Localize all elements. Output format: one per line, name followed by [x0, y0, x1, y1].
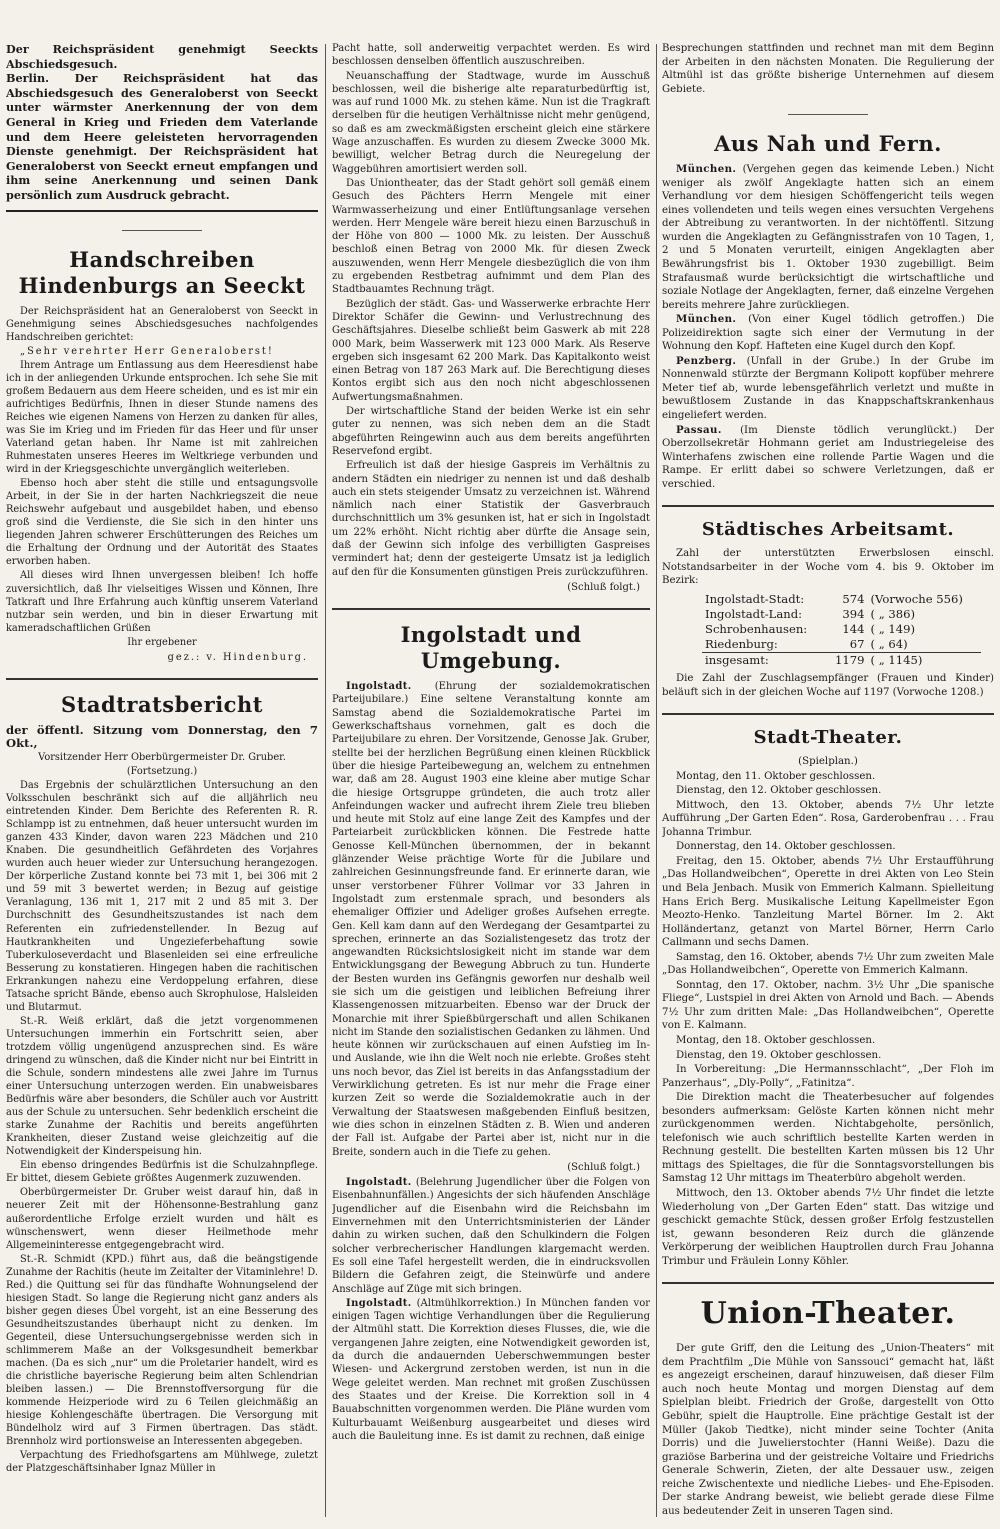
council-continuation: (Fortsetzung.) — [126, 765, 198, 777]
council-paragraph: Ein ebenso dringendes Bedürfnis ist die Schulzahnpflege. Er bittet, diesem Gebiete größtes Augenmerk zuzuwenden. — [6, 1160, 318, 1185]
article-text: (Im Dienste tödlich verunglückt.) Der Oberzollsekretär Hohmann geriet am Industriegeleise des Winterhafens zwischen eine rollende Partie Wagen und die Rampe. Er erlitt dabei so schwere Verletzungen, daß er verschied. — [662, 424, 994, 490]
council-paragraph: Neuanschaffung der Stadtwage, wurde im Ausschuß beschlossen, weil die bisherige alte reparaturbedürftig ist, was auf rund 1000 Mk. zu stehen käme. Nun ist die Tragkraft derselben für die heutigen Verhältnisse nicht mehr genügend, so daß es am zweckmäßigsten erscheint gleich eine stärkere Wage anzuschaffen. Es wurden zu diesem Zwecke 3000 Mk. bewilligt, welcher Betrag durch die Neuregelung der Waggebühren amortisiert werden soll. — [332, 70, 650, 175]
council-paragraph: Verpachtung des Friedhofsgartens am Mühlwege, zuletzt der Platzgeschäftsinhaber Ignaz Müller in — [6, 1450, 318, 1475]
divider — [332, 608, 650, 610]
column-divider — [656, 44, 657, 1517]
total-prev: ( „ 1145) — [868, 652, 981, 668]
council-paragraph: Das Ergebnis der schulärztlichen Untersuchung an den Volksschulen beschränkt sich auf die alljährlich neu eintretenden Kinder. Dem Berichte des Referenten R. R. Schlampp ist zu entnehmen, daß heuer untersucht wurden im ganzen 433 Kinder, davon waren 223 Mädchen und 210 Knaben. Die gesundheitlich Gefährdeten des Vorjahres wurden auch heuer wieder zur Untersuchung herangezogen. Der körperliche Zustand konnte bei 73 mit 1, bei 306 mit 2 und 59 mit 3 bewertet werden; in Bezug auf geistige Veranlagung, 136 mit 1, 217 mit 2 und 85 mit 3. Der Durchschnitt des Gesundheitszustandes ist nach dem Referenten ein zufriedenstellender. In Bezug auf Hautkrankheiten und Ungezieferbehaftung sowie Tuberkuloseverdacht und Blasenleiden sei eine erfreuliche Besserung zu konstatieren. Hingegen haben die rachitischen Erkrankungen nahezu eine Verdoppelung erfahren, diese Tatsache spricht Bände, ebenso auch Skrophulose, Halsleiden und Blutarmut. — [6, 779, 318, 1013]
table-row — [702, 622, 981, 637]
theater-sub: (Spielplan.) — [798, 756, 858, 768]
schedule-entry: Freitag, den 15. Oktober, abends 7½ Uhr Erstaufführung „Das Hollandweibchen“, Operette in drei Akten von Leo Stein und Bela Jenbach. Musik von Emmerich Kalmann. Spielleitung Hans Erich Berg. Musikalische Leitung Kapellmeister Egon Meozto-Henko. Tanzleitung Martel Börner. Im 2. Akt Holländertanz, getanzt von Martel Börner, Herrn Carlo Callmann und sechs Damen. — [662, 855, 994, 949]
schedule-entry: Die Direktion macht die Theaterbesucher auf folgendes besonders aufmerksam: Gelöste Karten können nicht mehr zurückgenommen werden. Nichtabgeholte, persönlich, telefonisch wie auch schriftlich bestellte Karten werden in Rechnung gestellt. Die bestellten Karten müssen bis 12 Uhr mittags des Spieltages, die für die Sonntagsvorstellungen bis Samstag 12 Uhr mittags im Theaterbüro abgeholt werden. — [662, 1092, 994, 1185]
continued-note: (Schluß folgt.) — [567, 1161, 640, 1173]
column-divider — [325, 44, 326, 1517]
near-far-heading: Aus Nah und Fern. — [714, 131, 942, 157]
schedule-entry: Dienstag, den 19. Oktober geschlossen. — [676, 1049, 882, 1061]
table-row — [702, 592, 981, 607]
article-text: (Unfall in der Grube.) In der Grube im Nonnenwald stürzte der Bergmann Kolipott kopfüber mehrere Meter tief ab, wurde lebensgefährlich verletzt und mußte in bewußtlosem Zustande in das Knappschaftskrankenhaus eingeliefert werden. — [662, 355, 994, 422]
notice-text: Berlin. Der Reichspräsident hat das Abschiedsgesuch des Generaloberst von Seeckt unter wärmster Anerkennung der von dem General in Krieg und Frieden dem Vaterlande und dem Heere geleisteten hervorragenden Dienste genehmigt. Der Reichspräsident hat Generaloberst von Seeckt erneut empfangen und ihm seine Anerkennung und seinen Dank persönlich zum Ausdruck gebracht. — [6, 71, 318, 202]
labor-outro: Die Zahl der Zuschlagsempfänger (Frauen und Kinder) beläuft sich in der gleichen Woche auf 1197 (Vorwoche 1208.) — [662, 672, 994, 698]
table-cell-place: Schrobenhausen: — [705, 621, 808, 636]
letter-closing: Ihr ergebener — [127, 636, 197, 648]
article-text: (Vergehen gegen das keimende Leben.) Nicht weniger als zwölf Angeklagte hatten sich an einem Verhandlung vor dem hiesigen Schöffengericht teils wegen eines vollendeten und teils wegen eines versuchten Vergehens der Abtreibung zu verantworten. In der nichtöffentl. Sitzung wurden die Angeklagten zu Gefängnisstrafen von 10 Tagen, 1, 2 und 5 Monaten verurteilt, einigen Angeklagten aber Bewährungsfrist bis 1. Oktober 1930 zugebilligt. Beim Strafausmaß wurde berücksichtigt die wirtschaftliche und soziale Notlage der Angeklagten, ferner, daß einzelne Vergehen bereits mehrere Jahre zurückliegen. — [662, 164, 994, 311]
divider — [788, 114, 868, 115]
notice-headline: Der Reichspräsident genehmigt Seeckts Abschiedsgesuch. — [6, 42, 318, 71]
column-3 — [662, 42, 994, 1519]
schedule-entry: Donnerstag, den 14. Oktober geschlossen. — [676, 841, 896, 853]
council-subheading: der öffentl. Sitzung vom Donnerstag, den 7 Okt., — [6, 722, 318, 750]
schedule-entry: Mittwoch, den 13. Oktober abends 7½ Uhr findet die letzte Wiederholung von „Der Garten Eden“ statt. Das witzige und geschickt gemachte Stück, dessen großer Erfolg festzustellen ist, gewann besonderen Reiz durch die glänzende Verkörperung der weiblichen Hauptrollen durch Frau Johanna Trimbur und Fräulein Lonny Köhler. — [662, 1188, 994, 1267]
council-chair: Vorsitzender Herr Oberbürgermeister Dr. Gruber. — [38, 751, 286, 763]
article-text: Besprechungen stattfinden und rechnet man mit dem Beginn der Arbeiten in den nächsten Monaten. Die Regulierung der Altmühl ist das größte bisherige Unternehmen auf diesem Gebiete. — [662, 43, 994, 95]
schedule-entry: Dienstag, den 12. Oktober geschlossen. — [676, 785, 882, 797]
total-label: insgesamt: — [702, 652, 827, 668]
table-row — [702, 637, 981, 653]
table-cell-value: 574 — [842, 591, 865, 606]
dateline: Penzberg. — [676, 354, 737, 367]
table-cell-prev: ( „ 64) — [870, 636, 908, 651]
table-cell-place: Riedenburg: — [705, 636, 778, 651]
dateline: München. — [676, 313, 737, 326]
dateline: Passau. — [676, 423, 722, 436]
article-text: (Ehrung der sozialdemokratischen Parteijubilare.) Eine seltene Veranstaltung konnte am Samstag abend die Sozialdemokratische Partei im Gewerkschaftshaus vornehmen, galt es doch die Parteijubilare zu ehren. Der Vorsitzende, Genosse Jak. Gruber, stellte bei der herzlichen Begrüßung einen kleinen Rückblick über die hiesige Parteibewegung an, welchem zu entnehmen war, daß am 28. August 1903 eine kleine aber mutige Schar die hiesige Ortsgruppe gründeten, die auch trotz aller Anfeindungen wacker und aufrecht ihrem Ziele treu blieben und heute mit Stolz auf eine lange Zeit des Kampfes und der Parteiarbeit zurückblicken können. Die Festrede hatte Genosse Kell-München übernommen, der in bekannt glänzender Weise prächtige Worte für die Jubilare und zahlreichen Gesinnungsfreunde fand. Er erinnerte daran, wie unser verstorbener Führer Vollmar vor 33 Jahren in Ingolstadt zum erstenmale sprach, und besonders als ehemaliger Offizier und Adeliger großes Aufsehen erregte. Gen. Kell kam dann auf den Werdegang der Gesamtpartei zu sprechen, erinnerte an das Sozialistengesetz das trotz der angewandten Rücksichtslosigkeit nicht im stande war dem Entwicklungsgang der Bewegung Abbruch zu tun. Hunderte der Besten wurden ins Gefängnis geworfen nur deshalb weil sie sich um die geistigen und leiblichen Befreiung ihrer Klassengenossen mitzuarbeiten. Ebenso war der Druck der Monarchie mit ihrer Spießbürgerschaft und allen Schikanen nicht im Stande den sozialistischen Gedanken zu lähmen. Und heute können wir zurückschauen auf einen Aufstieg im In- und Auslande, wie ihn die Welt noch nie erlebte. Großes steht uns noch bevor, das Ziel ist bereits in das Anfangsstadium der Verwirklichung getreten. Es ist nur mehr die Frage einer kurzen Zeit so werde die Sozialdemokratie auch in der Verwaltung der Staatswesen maßgebenden Einfluß besitzen, wie dies schon in einzelnen Städten z. B. Wien und anderen der Fall ist. Aufgabe der Partei aber ist, nicht nur in die Breite, sondern auch in die Tiefe zu gehen. — [332, 681, 650, 1158]
table-cell-value: 67 — [849, 636, 865, 651]
council-paragraph: Bezüglich der städt. Gas- und Wasserwerke erbrachte Herr Direktor Schäfer die Gewinn- und Verlustrechnung des Geschäftsjahres. Dieselbe schließt beim Gaswerk ab mit 228 000 Mark, beim Wasserwerk mit 123 000 Mark. Als Reserve ergeben sich insgesamt 62 200 Mark. Das Kapitalkonto weist einen Betrag von 187 263 Mark auf. Die Berechtigung dieses Kontos ergibt sich aus den noch nicht abgeschlossenen Aufwertungsmaßnahmen. — [332, 298, 650, 403]
letter-paragraph: Ihrem Antrage um Entlassung aus dem Heeresdienst habe ich in der anliegenden Urkunde entsprochen. Ich sehe Sie mit großem Bedauern aus dem Heere scheiden, und es ist mir ein aufrichtiges Bedürfnis, Ihnen in dieser Stunde namens des Reiches wie eigenen Namens von Herzen zu danken für alles, was Sie im Krieg und im Frieden für das Heer und für unser Vaterland getan haben. Ihr Name ist mit zahlreichen Ruhmestaten unseres Heeres im Weltkriege verbunden und wird in der Kriegsgeschichte unvergänglich weiterleben. — [6, 359, 318, 476]
column-2 — [332, 42, 650, 1519]
council-paragraph: Erfreulich ist daß der hiesige Gaspreis im Verhältnis zu andern Städten ein niedriger zu nennen ist und daß deshalb auch ein stets steigender Umsatz zu verzeichnen ist. Während nämlich nach einer Statistik der Gasverbrauch durchschnittlich um 3% gesunken ist, hat er sich in Ingolstadt um 22% erhöht. Nicht richtig aber dürfte die Ansage sein, daß der Gewinn sich infolge des verbilligten Gaspreises vermindert hat; denn der gesteigerte Umsatz ist ja lediglich auf den für die Konsumenten günstigen Preis zurückzuführen. — [332, 460, 650, 578]
dateline: München. — [676, 163, 737, 176]
table-cell-prev: ( „ 386) — [870, 606, 916, 621]
continued-note: (Schluß folgt.) — [567, 581, 640, 593]
divider — [122, 230, 202, 231]
table-cell-value: 394 — [842, 606, 865, 621]
table-cell-place: Ingolstadt-Land: — [705, 606, 803, 621]
table-row — [702, 652, 981, 668]
region-heading: Ingolstadt und Umgebung. — [400, 622, 582, 674]
council-heading: Stadtratsbericht — [61, 691, 263, 717]
divider — [6, 678, 318, 680]
unemployment-table — [702, 592, 981, 668]
schedule-entry: Montag, den 11. Oktober geschlossen. — [676, 770, 876, 782]
letter-paragraph: All dieses wird Ihnen unvergessen bleiben! Ich hoffe zuversichtlich, daß Ihr vielseitiges Wissen und Können, Ihre Tatkraft und Ihre Erfahrung auch künftig unserem Vaterland nutzbar sein werden, und bin in dieser Erwartung mit kameradschaftlichen Grüßen — [6, 570, 318, 634]
schedule-entry: In Vorbereitung: „Die Hermannsschlacht“, „Der Floh im Panzerhaus“, „Dly-Polly“, „Fatinitza“. — [662, 1064, 994, 1089]
notice-box — [6, 42, 318, 212]
council-paragraph: St.-R. Weiß erklärt, daß die jetzt vorgenommenen Untersuchungen immerhin ein Fortschritt seien, aber trotzdem völlig ungenügend anzusprechen sind. Es wäre dringend zu wünschen, daß die Kinder nicht nur bei Eintritt in die Schule, sondern mindestens alle zwei Jahre im Turnus einer Untersuchung unterzogen werden. Ein unabweisbares Bedürfnis wäre aber besonders, die Schüler auch vor Austritt aus der Schule zu untersuchen. Sehr bedenklich erscheint die starke Zunahme der Rachitis und bereits angeführten Krankheiten, dieser Zustand weise gleichzeitig auf die Notwendigkeit der Kinderspeisung hin. — [6, 1015, 318, 1158]
council-paragraph: Pacht hatte, soll anderweitig verpachtet werden. Es wird beschlossen denselben öffentlich auszuschreiben. — [332, 43, 650, 68]
labor-office-heading: Städtisches Arbeitsamt. — [701, 519, 955, 541]
table-cell-prev: ( „ 149) — [870, 621, 916, 636]
labor-intro: Zahl der unterstützten Erwerbslosen einschl. Notstandsarbeiter in der Woche vom 4. bis 9. Oktober im Bezirk: — [662, 548, 994, 587]
letter-salutation: „Sehr verehrter Herr Generaloberst! — [20, 345, 274, 357]
table-cell-prev: (Vorwoche 556) — [870, 591, 963, 606]
letter-heading: Handschreiben Hindenburgs an Seeckt — [18, 246, 306, 298]
divider — [662, 505, 994, 507]
dateline: Ingolstadt. — [346, 681, 412, 693]
column-1 — [6, 42, 318, 1519]
letter-paragraph: Ebenso hoch aber steht die stille und entsagungsvolle Arbeit, in der Sie in der harten Nachkriegszeit die neue Reichswehr aufgebaut und ausgebildet haben, und ebenso groß sind die Verdienste, die Sie sich in den hinter uns liegenden Jahren schwerer Erschütterungen des Reiches um die Erhaltung der Ordnung und der Autorität des Staates erworben haben. — [6, 478, 318, 568]
theater-schedule — [662, 770, 994, 1269]
schedule-entry: Montag, den 18. Oktober geschlossen. — [676, 1034, 876, 1046]
article-text: (Belehrung Jugendlicher über die Folgen von Eisenbahnunfällen.) Angesichts der sich häufenden Anschläge Jugendlicher auf die Eisenbahn wird die Reichsbahn im Einvernehmen mit den Unterrichtsministerien der Länder dahin zu wirken suchen, daß den Schulkindern die Folgen solcher verbrecherischer Handlungen klargemacht werden. Es soll eine Tafel hergestellt werden, die in eindrucksvollen Bildern die Gefahren zeigt, die Steinwürfe und andere Anschläge auf Züge mit sich bringen. — [332, 1177, 650, 1295]
council-paragraph: St.-R. Schmidt (KPD.) führt aus, daß die beängstigende Zunahme der Rachitis (heute im Zeitalter der Vitaminlehre! D. Red.) die Quittung sei für das fündhafte Wohnungselend der hiesigen Stadt. So lange die Regierung nicht ganz anders als bisher gegen dieses Übel vorgeht, ist an eine Besserung des Gesundheitszustandes überhaupt nicht zu denken. Im Gegenteil, diese Untersuchungsergebnisse werden sich in schlimmerem Maße an der Volksgesundheit bemerkbar machen. (Da es sich „nur“ um die Proletarier handelt, wird es die christliche bayerische Regierung beim alten Schlendrian bleiben lassen.) — Die Brennstoffversorgung für die kommende Heizperiode wird zu 6 Teilen gleichmäßig an hiesige Kohlengeschäfte übertragen. Die Versorgung mit Bündelholz wird auf 3 Firmen übertragen. Das städt. Brennholz wird portionsweise an Interessenten abgegeben. — [6, 1253, 318, 1448]
table-row — [702, 607, 981, 622]
total-value: 1179 — [827, 652, 868, 668]
article-text: (Altmühlkorrektion.) In München fanden vor einigen Tagen wichtige Verhandlungen über die Regulierung der Altmühl statt. Die Korrektion dieses Flusses, die, wie die vergangenen Jahre zeigten, eine Notwendigkeit geworden ist, da durch die andauernden Ueberschwemmungen bester Wiesen- und Ackergrund zerstoben werden, ist nun in die Wege geleitet werden. Man rechnet mit großen Zuschüssen des Staates und der Kreise. Die Korrektion soll in 4 Bauabschnitten vorgenommen werden. Die Pläne wurden vom Kulturbauamt Weißenburg ausgearbeitet und dieses wird auch die Bauleitung inne. Es ist damit zu rechnen, daß einige — [332, 1297, 650, 1442]
council-paragraph: Oberbürgermeister Dr. Gruber weist darauf hin, daß in neuerer Zeit mit der Höhensonne-Bestrahlung ganz außerordentliche Erfolge erzielt wurden und hält es wünschenswert, wenn dieser Heilmethode mehr Allgemeininteresse entgegengebracht wird. — [6, 1187, 318, 1251]
schedule-entry: Mittwoch, den 13. Oktober, abends 7½ Uhr letzte Aufführung „Der Garten Eden“. Rosa, Garderobenfrau . . . Frau Johanna Trimbur. — [662, 799, 994, 838]
dateline: Ingolstadt. — [346, 1297, 412, 1309]
divider — [662, 713, 994, 715]
article-text: (Von einer Kugel tödlich getroffen.) Die Polizeidirektion sagte sich einer der Vermutung in der Wohnung den Kopf. Hafteten eine Kugel durch den Kopf. — [662, 314, 994, 353]
theater-heading: Stadt-Theater. — [753, 727, 903, 749]
council-paragraph: Der wirtschaftliche Stand der beiden Werke ist ein sehr guter zu nennen, was sich neben dem an die Stadt abgeführten Reingewinn auch aus dem bereits angeführten Reservefond ergibt. — [332, 406, 650, 457]
council-paragraph: Das Uniontheater, das der Stadt gehört soll gemäß einem Gesuch des Pächters Herrn Mengele mit einer Warmwasserheizung und einer Entlüftungsanlage versehen werden. Herr Mengele wäre bereit hiezu einen Barzuschuß in der Höhe von 800 — 1000 Mk. zu leisten. Der Ausschuß beschloß einen Betrag von 2000 Mk. für diesen Zweck auszuwenden, wenn Herr Mengele diesbezüglich die von ihm zu ergebenden Restbetrag aufnimmt und dem Plan des Stadtbauamtes Rechnung trägt. — [332, 177, 650, 296]
dateline: Ingolstadt. — [346, 1177, 412, 1189]
union-theater-heading: Union-Theater. — [700, 1296, 956, 1332]
table-cell-place: Ingolstadt-Stadt: — [705, 591, 805, 606]
letter-signature: gez.: v. Hindenburg. — [167, 651, 308, 663]
table-cell-value: 144 — [842, 621, 865, 636]
divider — [662, 1282, 994, 1284]
schedule-entry: Samstag, den 16. Oktober, abends 7½ Uhr zum zweiten Male „Das Hollandweibchen“, Operette von Emmerich Kalmann. — [662, 951, 994, 977]
union-theater-text: Der gute Griff, den die Leitung des „Union-Theaters“ mit dem Prachtfilm „Die Mühle von Sanssouci“ gemacht hat, läßt es angezeigt erscheinen, darauf hinzuweisen, daß dieser Film auch noch heute Montag und morgen Dienstag auf dem Spielplan bleibt. Friedrich der Große, dargestellt von Otto Gebühr, spielt die Hauptrolle. Eine prächtige Gestalt ist der Müller (Jakob Tiedtke), nicht minder seine Tochter (Anita Dorris) und die Juwelierstochter (Hanni Weiße). Dazu die graziöse Barberina und der geistreiche Voltaire und Friedrichs Generale Schwerin, Zieten, der alte Dessauer usw., zeigen reiche Zwischentexte und niedliche Liebes- und Ehe-Episoden. Der starke Andrang beweist, wie beliebt gerade diese Filme aus bedeutender Zeit in unseren Tagen sind. — [662, 1343, 994, 1517]
schedule-entry: Sonntag, den 17. Oktober, nachm. 3½ Uhr „Die spanische Fliege“, Lustspiel in drei Akten von Arnold und Bach. — Abends 7½ Uhr zum dritten Male: „Das Hollandweibchen“, Operette von E. Kalmann. — [662, 979, 994, 1032]
letter-intro: Der Reichspräsident hat an Generaloberst von Seeckt in Genehmigung seines Abschiedsgesuches nachfolgendes Handschreiben gerichtet: — [6, 305, 318, 343]
